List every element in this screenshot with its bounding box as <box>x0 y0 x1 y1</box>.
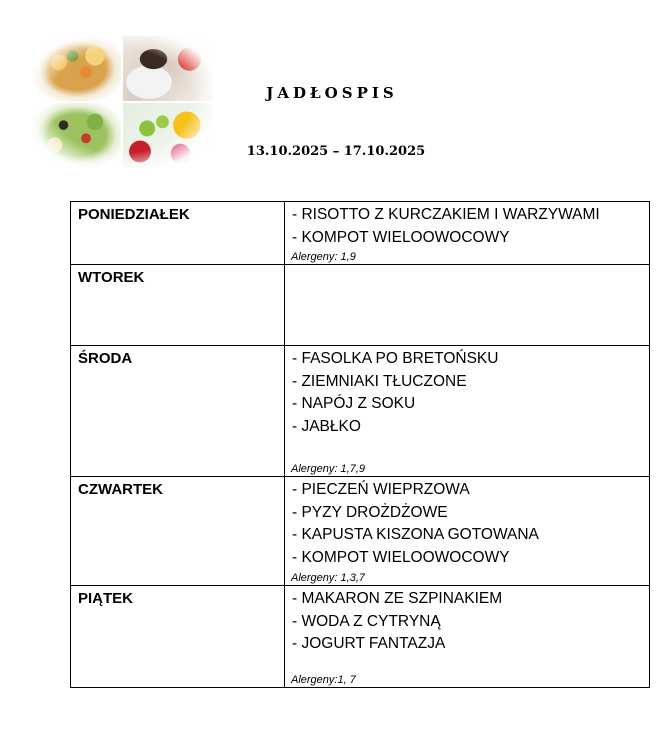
day-friday: PIĄTEK <box>71 586 285 688</box>
allergen-note: Alergeny: 1,9 <box>291 251 356 263</box>
page-title: JADŁOSPIS <box>266 84 398 102</box>
menu-item: - RISOTTO Z KURCZAKIEM I WARZYWAMI <box>292 206 600 223</box>
menu-item: - KOMPOT WIELOOWOCOWY <box>292 228 510 246</box>
table-row <box>71 265 650 346</box>
menu-item: - NAPÓJ Z SOKU <box>292 395 416 412</box>
menu-item: - KOMPOT WIELOOWOCOWY <box>292 548 510 566</box>
allergen-note: Alergeny: 1,3,7 <box>291 572 365 584</box>
table-row <box>71 586 650 688</box>
menu-item: - PYZY DROŻDŻOWE <box>292 503 448 521</box>
meal-cell-thursday <box>285 477 650 586</box>
meal-cell-friday <box>285 586 650 688</box>
menu-item: - ZIEMNIAKI TŁUCZONE <box>292 372 467 390</box>
allergen-note: Alergeny:1, 7 <box>291 674 356 686</box>
day-monday: PONIEDZIAŁEK <box>71 202 285 265</box>
meal-cell-tuesday <box>285 265 650 346</box>
day-wednesday: ŚRODA <box>71 346 285 477</box>
table-row <box>71 346 650 477</box>
menu-item: - PIECZEŃ WIEPRZOWA <box>292 481 470 498</box>
menu-item: - FASOLKA PO BRETOŃSKU <box>292 350 499 367</box>
day-thursday: CZWARTEK <box>71 477 285 586</box>
menu-table <box>70 201 650 688</box>
table-row <box>71 477 650 586</box>
table-row <box>71 202 650 265</box>
meal-cell-wednesday <box>285 346 650 477</box>
day-tuesday: WTOREK <box>71 265 285 346</box>
menu-item: - KAPUSTA KISZONA GOTOWANA <box>292 526 539 543</box>
menu-item: - MAKARON ZE SZPINAKIEM <box>292 590 503 607</box>
menu-item: - JABŁKO <box>292 417 361 435</box>
meal-cell-monday <box>285 202 650 265</box>
menu-item: - WODA Z CYTRYNĄ <box>292 612 441 630</box>
date-range: 13.10.2025 – 17.10.2025 <box>246 144 426 159</box>
allergen-note: Alergeny: 1,7,9 <box>291 463 365 475</box>
menu-item: - JOGURT FANTAZJA <box>292 635 446 652</box>
food-collage-image <box>30 34 212 168</box>
